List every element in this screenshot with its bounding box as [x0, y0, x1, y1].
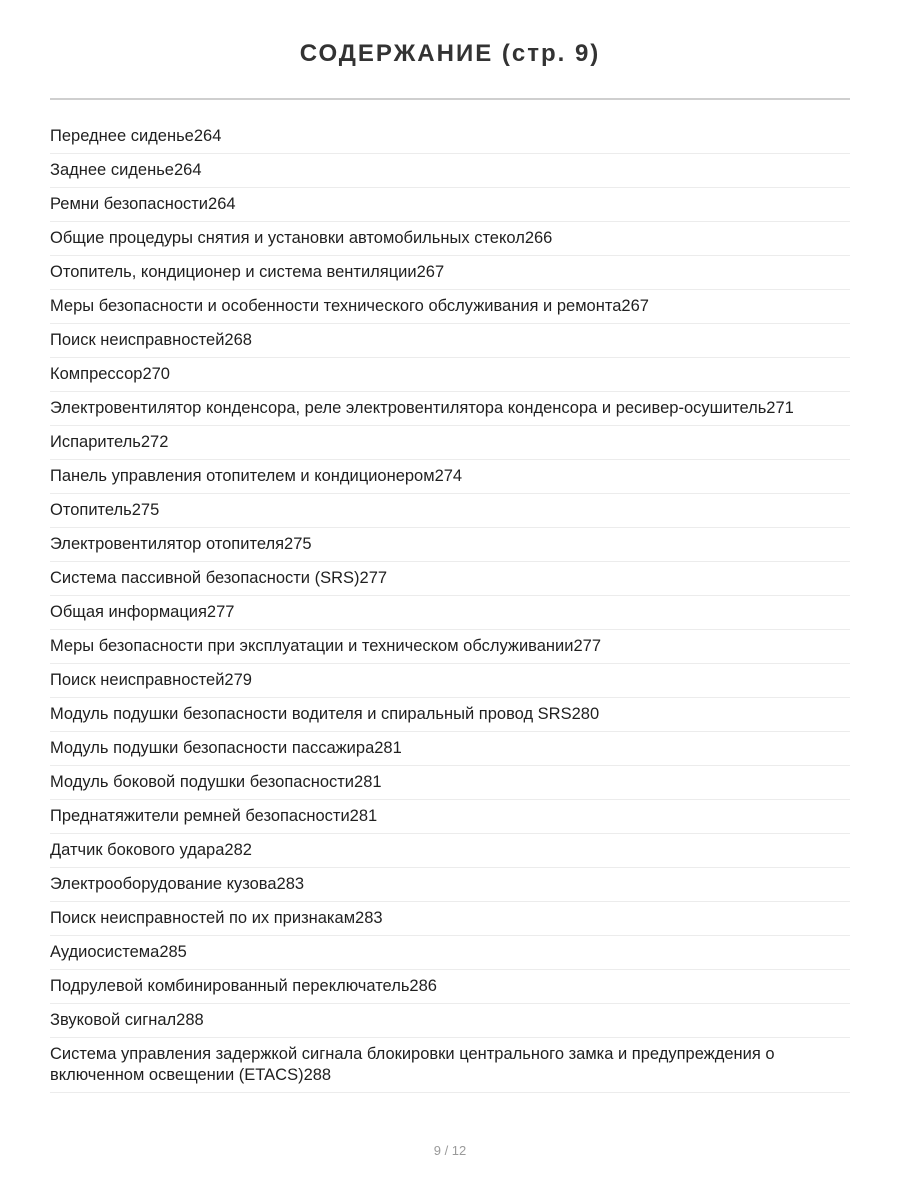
toc-item[interactable]: Система управления задержкой сигнала блокировки центрального замка и предупреждения о включенном освещении (ETACS)288 — [50, 1038, 850, 1093]
toc-item[interactable]: Отопитель, кондиционер и система вентиляции267 — [50, 256, 850, 290]
toc-item[interactable]: Система пассивной безопасности (SRS)277 — [50, 562, 850, 596]
toc-item[interactable]: Электрооборудование кузова283 — [50, 868, 850, 902]
toc-item[interactable]: Заднее сиденье264 — [50, 154, 850, 188]
page-indicator: 9 / 12 — [433, 1143, 467, 1158]
toc-item[interactable]: Компрессор270 — [50, 358, 850, 392]
toc-item[interactable]: Модуль подушки безопасности пассажира281 — [50, 732, 850, 766]
toc-item[interactable]: Меры безопасности при эксплуатации и техническом обслуживании277 — [50, 630, 850, 664]
toc-item[interactable]: Поиск неисправностей по их признакам283 — [50, 902, 850, 936]
toc-item[interactable]: Меры безопасности и особенности технического обслуживания и ремонта267 — [50, 290, 850, 324]
toc-list — [50, 120, 850, 1093]
toc-item[interactable]: Общие процедуры снятия и установки автомобильных стекол266 — [50, 222, 850, 256]
toc-item[interactable]: Аудиосистема285 — [50, 936, 850, 970]
toc-item[interactable]: Испаритель272 — [50, 426, 850, 460]
toc-item[interactable]: Панель управления отопителем и кондиционером274 — [50, 460, 850, 494]
toc-item[interactable]: Поиск неисправностей268 — [50, 324, 850, 358]
toc-item[interactable]: Датчик бокового удара282 — [50, 834, 850, 868]
toc-item[interactable]: Модуль подушки безопасности водителя и спиральный провод SRS280 — [50, 698, 850, 732]
toc-item[interactable]: Подрулевой комбинированный переключатель286 — [50, 970, 850, 1004]
toc-item[interactable]: Звуковой сигнал288 — [50, 1004, 850, 1038]
toc-item[interactable]: Преднатяжители ремней безопасности281 — [50, 800, 850, 834]
page-title: СОДЕРЖАНИЕ (стр. 9) — [299, 40, 601, 67]
toc-item[interactable]: Электровентилятор отопителя275 — [50, 528, 850, 562]
toc-item[interactable]: Модуль боковой подушки безопасности281 — [50, 766, 850, 800]
document-page — [50, 0, 850, 1093]
title-divider — [50, 98, 850, 100]
toc-item[interactable]: Ремни безопасности264 — [50, 188, 850, 222]
toc-item[interactable]: Переднее сиденье264 — [50, 120, 850, 154]
toc-item[interactable]: Электровентилятор конденсора, реле электровентилятора конденсора и ресивер-осушитель271 — [50, 392, 850, 426]
toc-item[interactable]: Отопитель275 — [50, 494, 850, 528]
toc-item[interactable]: Общая информация277 — [50, 596, 850, 630]
toc-item[interactable]: Поиск неисправностей279 — [50, 664, 850, 698]
